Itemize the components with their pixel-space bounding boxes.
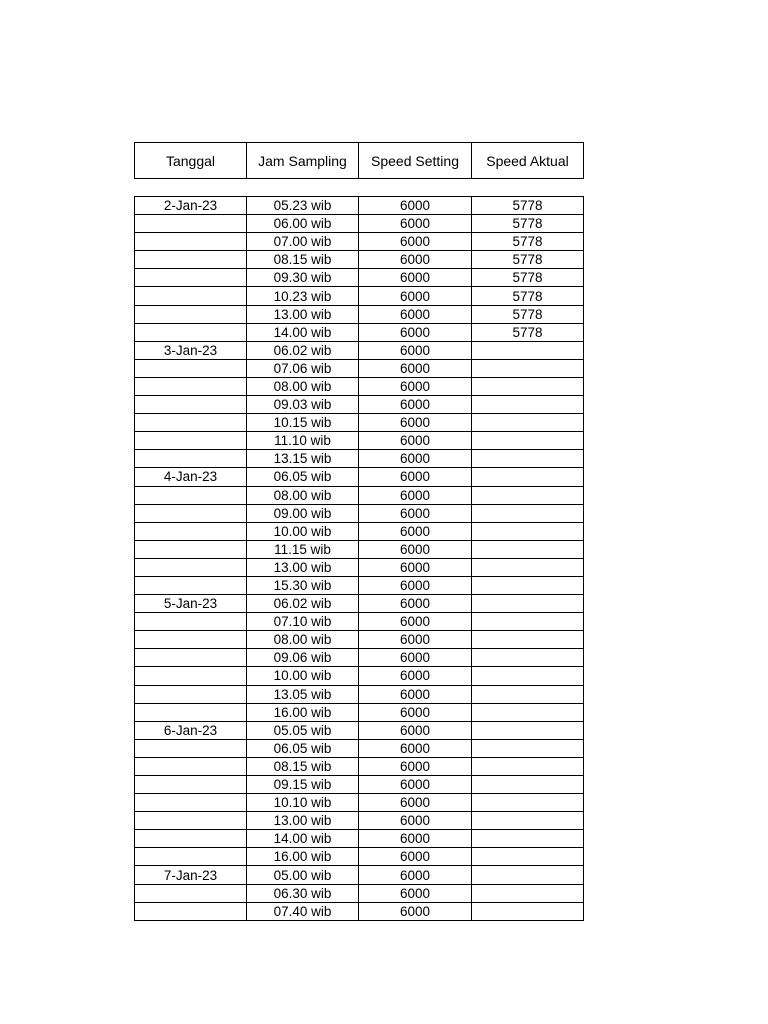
cell-tanggal bbox=[135, 215, 247, 233]
cell-jam-sampling: 14.00 wib bbox=[247, 830, 359, 848]
cell-tanggal: 5-Jan-23 bbox=[135, 595, 247, 613]
cell-speed-aktual bbox=[472, 414, 584, 432]
cell-speed-setting: 6000 bbox=[359, 703, 472, 721]
cell-speed-aktual bbox=[472, 359, 584, 377]
cell-speed-aktual bbox=[472, 468, 584, 486]
header-tanggal: Tanggal bbox=[135, 143, 247, 179]
cell-jam-sampling: 09.00 wib bbox=[247, 504, 359, 522]
cell-speed-setting: 6000 bbox=[359, 197, 472, 215]
cell-speed-aktual bbox=[472, 576, 584, 594]
cell-speed-aktual bbox=[472, 649, 584, 667]
cell-speed-setting: 6000 bbox=[359, 558, 472, 576]
cell-speed-setting: 6000 bbox=[359, 540, 472, 558]
table-row bbox=[135, 341, 584, 359]
cell-speed-aktual bbox=[472, 486, 584, 504]
cell-speed-aktual bbox=[472, 558, 584, 576]
cell-tanggal bbox=[135, 884, 247, 902]
table-row bbox=[135, 432, 584, 450]
table-row bbox=[135, 739, 584, 757]
cell-speed-setting: 6000 bbox=[359, 667, 472, 685]
cell-tanggal: 3-Jan-23 bbox=[135, 341, 247, 359]
cell-jam-sampling: 05.23 wib bbox=[247, 197, 359, 215]
table-row bbox=[135, 631, 584, 649]
cell-jam-sampling: 09.03 wib bbox=[247, 396, 359, 414]
table-row bbox=[135, 359, 584, 377]
cell-tanggal bbox=[135, 305, 247, 323]
cell-speed-aktual bbox=[472, 703, 584, 721]
cell-speed-setting: 6000 bbox=[359, 848, 472, 866]
table-row bbox=[135, 233, 584, 251]
cell-speed-setting: 6000 bbox=[359, 522, 472, 540]
cell-speed-setting: 6000 bbox=[359, 432, 472, 450]
table-row bbox=[135, 540, 584, 558]
cell-tanggal bbox=[135, 233, 247, 251]
cell-speed-aktual bbox=[472, 884, 584, 902]
table-row bbox=[135, 757, 584, 775]
cell-speed-aktual bbox=[472, 595, 584, 613]
cell-tanggal bbox=[135, 649, 247, 667]
cell-tanggal bbox=[135, 757, 247, 775]
cell-speed-aktual: 5778 bbox=[472, 305, 584, 323]
cell-tanggal bbox=[135, 377, 247, 395]
cell-speed-setting: 6000 bbox=[359, 631, 472, 649]
table-row bbox=[135, 215, 584, 233]
cell-speed-aktual bbox=[472, 794, 584, 812]
cell-tanggal bbox=[135, 667, 247, 685]
cell-tanggal bbox=[135, 540, 247, 558]
cell-jam-sampling: 11.15 wib bbox=[247, 540, 359, 558]
cell-tanggal: 2-Jan-23 bbox=[135, 197, 247, 215]
cell-speed-aktual bbox=[472, 667, 584, 685]
cell-speed-aktual bbox=[472, 812, 584, 830]
cell-tanggal bbox=[135, 251, 247, 269]
cell-jam-sampling: 06.05 wib bbox=[247, 468, 359, 486]
cell-tanggal bbox=[135, 794, 247, 812]
cell-tanggal bbox=[135, 414, 247, 432]
cell-tanggal: 4-Jan-23 bbox=[135, 468, 247, 486]
cell-jam-sampling: 09.30 wib bbox=[247, 269, 359, 287]
cell-tanggal bbox=[135, 432, 247, 450]
table-row bbox=[135, 613, 584, 631]
cell-tanggal bbox=[135, 739, 247, 757]
cell-jam-sampling: 05.05 wib bbox=[247, 721, 359, 739]
table-row bbox=[135, 396, 584, 414]
cell-jam-sampling: 07.00 wib bbox=[247, 233, 359, 251]
cell-speed-aktual bbox=[472, 341, 584, 359]
cell-jam-sampling: 07.06 wib bbox=[247, 359, 359, 377]
cell-jam-sampling: 08.15 wib bbox=[247, 757, 359, 775]
cell-speed-aktual bbox=[472, 522, 584, 540]
table-row bbox=[135, 323, 584, 341]
cell-speed-setting: 6000 bbox=[359, 884, 472, 902]
table-row bbox=[135, 830, 584, 848]
cell-jam-sampling: 16.00 wib bbox=[247, 703, 359, 721]
cell-tanggal bbox=[135, 703, 247, 721]
cell-speed-aktual bbox=[472, 866, 584, 884]
cell-speed-aktual bbox=[472, 757, 584, 775]
cell-tanggal bbox=[135, 830, 247, 848]
table-row bbox=[135, 884, 584, 902]
cell-tanggal bbox=[135, 631, 247, 649]
cell-speed-setting: 6000 bbox=[359, 215, 472, 233]
table-row bbox=[135, 377, 584, 395]
cell-speed-setting: 6000 bbox=[359, 323, 472, 341]
table-row bbox=[135, 721, 584, 739]
cell-tanggal bbox=[135, 323, 247, 341]
cell-speed-aktual: 5778 bbox=[472, 233, 584, 251]
cell-speed-aktual bbox=[472, 902, 584, 920]
table-row bbox=[135, 468, 584, 486]
cell-speed-setting: 6000 bbox=[359, 251, 472, 269]
cell-jam-sampling: 10.23 wib bbox=[247, 287, 359, 305]
cell-speed-setting: 6000 bbox=[359, 812, 472, 830]
table-row bbox=[135, 269, 584, 287]
cell-jam-sampling: 09.06 wib bbox=[247, 649, 359, 667]
cell-jam-sampling: 13.00 wib bbox=[247, 812, 359, 830]
cell-tanggal bbox=[135, 902, 247, 920]
cell-tanggal bbox=[135, 558, 247, 576]
cell-speed-setting: 6000 bbox=[359, 233, 472, 251]
cell-tanggal bbox=[135, 396, 247, 414]
table-row bbox=[135, 305, 584, 323]
table-row bbox=[135, 504, 584, 522]
table-row bbox=[135, 685, 584, 703]
cell-speed-setting: 6000 bbox=[359, 377, 472, 395]
cell-jam-sampling: 06.30 wib bbox=[247, 884, 359, 902]
cell-speed-aktual bbox=[472, 685, 584, 703]
cell-jam-sampling: 13.00 wib bbox=[247, 305, 359, 323]
table-row bbox=[135, 866, 584, 884]
cell-jam-sampling: 06.02 wib bbox=[247, 595, 359, 613]
header-row bbox=[135, 143, 584, 179]
cell-speed-setting: 6000 bbox=[359, 739, 472, 757]
cell-jam-sampling: 10.00 wib bbox=[247, 522, 359, 540]
cell-jam-sampling: 06.00 wib bbox=[247, 215, 359, 233]
table-row bbox=[135, 902, 584, 920]
table-row bbox=[135, 450, 584, 468]
cell-tanggal bbox=[135, 359, 247, 377]
cell-speed-setting: 6000 bbox=[359, 757, 472, 775]
table-row bbox=[135, 776, 584, 794]
cell-speed-setting: 6000 bbox=[359, 794, 472, 812]
cell-tanggal bbox=[135, 504, 247, 522]
table-row bbox=[135, 649, 584, 667]
cell-speed-aktual bbox=[472, 721, 584, 739]
cell-speed-aktual bbox=[472, 739, 584, 757]
cell-speed-setting: 6000 bbox=[359, 902, 472, 920]
cell-speed-aktual: 5778 bbox=[472, 215, 584, 233]
cell-speed-setting: 6000 bbox=[359, 685, 472, 703]
cell-jam-sampling: 08.00 wib bbox=[247, 631, 359, 649]
cell-speed-setting: 6000 bbox=[359, 287, 472, 305]
cell-tanggal bbox=[135, 613, 247, 631]
header-speed-aktual: Speed Aktual bbox=[472, 143, 584, 179]
table-row bbox=[135, 522, 584, 540]
cell-speed-aktual bbox=[472, 450, 584, 468]
cell-speed-setting: 6000 bbox=[359, 486, 472, 504]
cell-speed-setting: 6000 bbox=[359, 830, 472, 848]
cell-jam-sampling: 10.15 wib bbox=[247, 414, 359, 432]
cell-tanggal: 7-Jan-23 bbox=[135, 866, 247, 884]
cell-speed-setting: 6000 bbox=[359, 595, 472, 613]
data-table-body bbox=[135, 197, 584, 921]
cell-speed-aktual bbox=[472, 613, 584, 631]
table-row bbox=[135, 848, 584, 866]
cell-jam-sampling: 14.00 wib bbox=[247, 323, 359, 341]
cell-tanggal bbox=[135, 685, 247, 703]
header-speed-setting: Speed Setting bbox=[359, 143, 472, 179]
cell-jam-sampling: 07.40 wib bbox=[247, 902, 359, 920]
cell-jam-sampling: 10.00 wib bbox=[247, 667, 359, 685]
cell-jam-sampling: 08.15 wib bbox=[247, 251, 359, 269]
cell-speed-aktual: 5778 bbox=[472, 251, 584, 269]
table-row bbox=[135, 794, 584, 812]
cell-jam-sampling: 15.30 wib bbox=[247, 576, 359, 594]
cell-speed-setting: 6000 bbox=[359, 414, 472, 432]
cell-jam-sampling: 13.00 wib bbox=[247, 558, 359, 576]
cell-speed-aktual: 5778 bbox=[472, 197, 584, 215]
cell-speed-aktual bbox=[472, 377, 584, 395]
cell-jam-sampling: 11.10 wib bbox=[247, 432, 359, 450]
cell-jam-sampling: 07.10 wib bbox=[247, 613, 359, 631]
cell-speed-setting: 6000 bbox=[359, 450, 472, 468]
cell-jam-sampling: 10.10 wib bbox=[247, 794, 359, 812]
cell-speed-aktual bbox=[472, 830, 584, 848]
table-row bbox=[135, 558, 584, 576]
cell-speed-setting: 6000 bbox=[359, 613, 472, 631]
header-jam-sampling: Jam Sampling bbox=[247, 143, 359, 179]
cell-jam-sampling: 13.15 wib bbox=[247, 450, 359, 468]
cell-tanggal bbox=[135, 776, 247, 794]
cell-speed-aktual bbox=[472, 504, 584, 522]
table-row bbox=[135, 576, 584, 594]
cell-speed-aktual: 5778 bbox=[472, 269, 584, 287]
data-table bbox=[134, 196, 584, 921]
table-row bbox=[135, 703, 584, 721]
cell-speed-setting: 6000 bbox=[359, 359, 472, 377]
table-row bbox=[135, 251, 584, 269]
cell-jam-sampling: 06.05 wib bbox=[247, 739, 359, 757]
cell-jam-sampling: 08.00 wib bbox=[247, 377, 359, 395]
cell-speed-setting: 6000 bbox=[359, 649, 472, 667]
cell-speed-setting: 6000 bbox=[359, 396, 472, 414]
cell-speed-setting: 6000 bbox=[359, 776, 472, 794]
cell-jam-sampling: 05.00 wib bbox=[247, 866, 359, 884]
table-row bbox=[135, 414, 584, 432]
cell-jam-sampling: 16.00 wib bbox=[247, 848, 359, 866]
cell-tanggal bbox=[135, 812, 247, 830]
cell-speed-aktual bbox=[472, 848, 584, 866]
cell-speed-setting: 6000 bbox=[359, 576, 472, 594]
cell-speed-aktual bbox=[472, 396, 584, 414]
cell-tanggal bbox=[135, 269, 247, 287]
table-row bbox=[135, 667, 584, 685]
cell-speed-setting: 6000 bbox=[359, 721, 472, 739]
cell-speed-aktual bbox=[472, 432, 584, 450]
cell-tanggal bbox=[135, 848, 247, 866]
cell-speed-setting: 6000 bbox=[359, 504, 472, 522]
cell-speed-setting: 6000 bbox=[359, 269, 472, 287]
cell-speed-setting: 6000 bbox=[359, 866, 472, 884]
cell-speed-setting: 6000 bbox=[359, 305, 472, 323]
cell-tanggal bbox=[135, 287, 247, 305]
header-table bbox=[134, 142, 584, 179]
cell-jam-sampling: 08.00 wib bbox=[247, 486, 359, 504]
cell-tanggal bbox=[135, 450, 247, 468]
cell-tanggal bbox=[135, 522, 247, 540]
cell-tanggal bbox=[135, 576, 247, 594]
cell-tanggal: 6-Jan-23 bbox=[135, 721, 247, 739]
cell-speed-aktual bbox=[472, 776, 584, 794]
cell-tanggal bbox=[135, 486, 247, 504]
table-row bbox=[135, 812, 584, 830]
cell-speed-aktual bbox=[472, 540, 584, 558]
cell-speed-setting: 6000 bbox=[359, 468, 472, 486]
cell-jam-sampling: 06.02 wib bbox=[247, 341, 359, 359]
cell-speed-aktual: 5778 bbox=[472, 287, 584, 305]
table-row bbox=[135, 595, 584, 613]
table-row bbox=[135, 486, 584, 504]
cell-speed-aktual: 5778 bbox=[472, 323, 584, 341]
cell-speed-setting: 6000 bbox=[359, 341, 472, 359]
cell-speed-aktual bbox=[472, 631, 584, 649]
table-row bbox=[135, 197, 584, 215]
cell-jam-sampling: 13.05 wib bbox=[247, 685, 359, 703]
cell-jam-sampling: 09.15 wib bbox=[247, 776, 359, 794]
table-row bbox=[135, 287, 584, 305]
